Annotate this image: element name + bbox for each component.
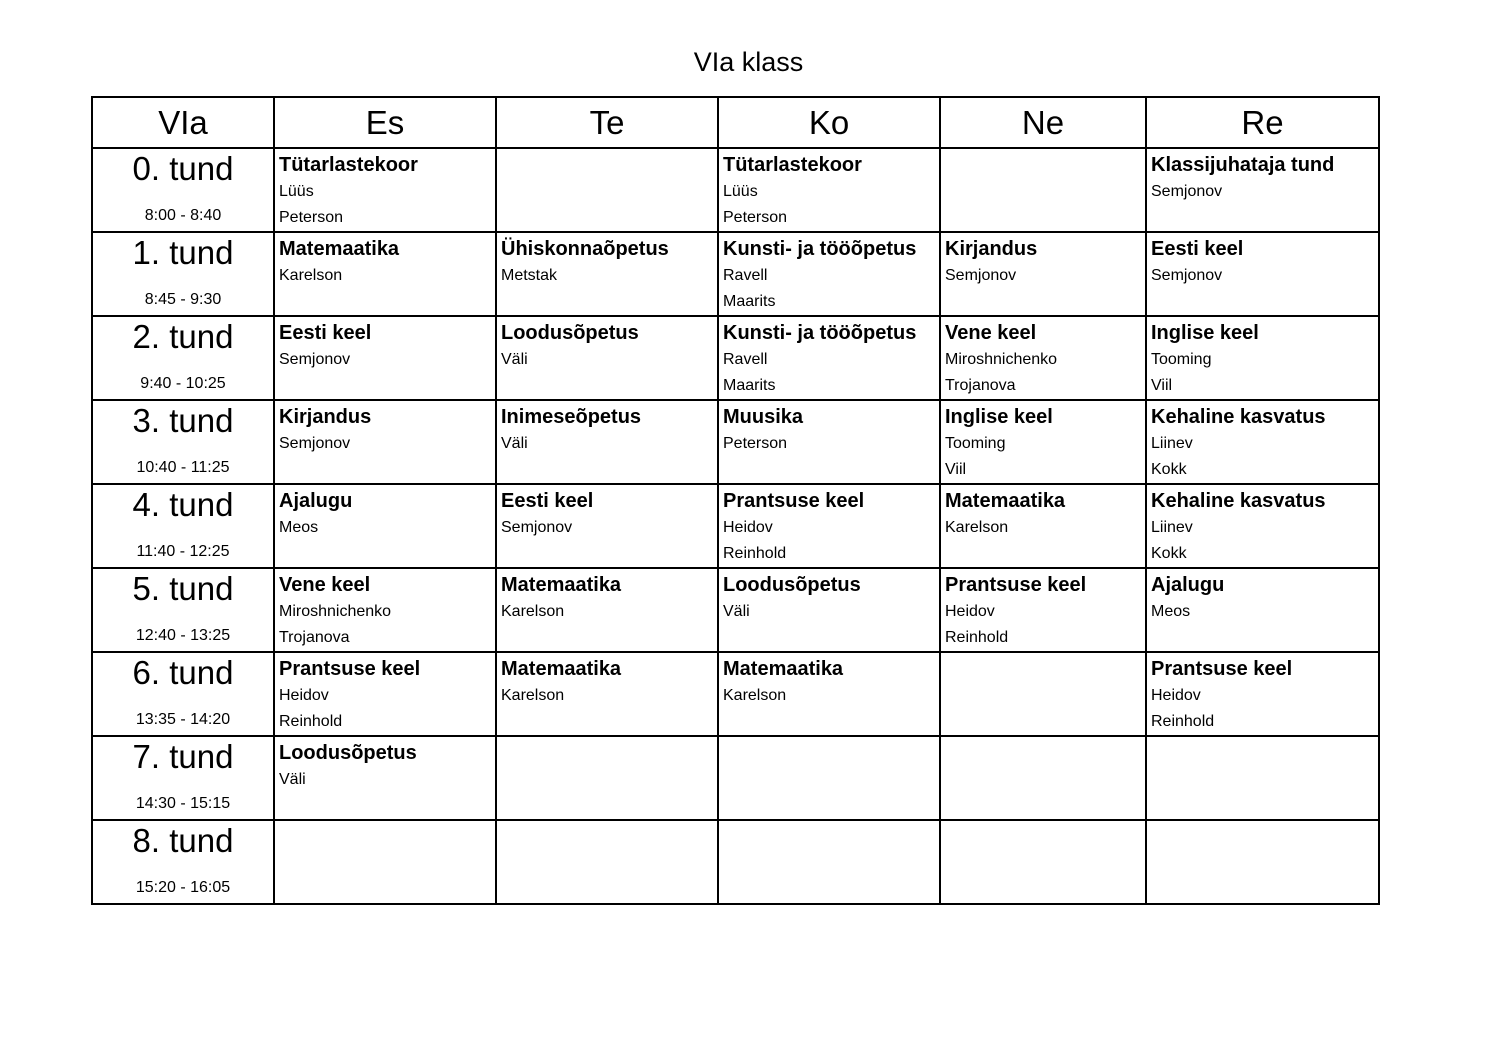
lesson-subject: Tütarlastekoor xyxy=(723,154,862,176)
lesson-subject: Kehaline kasvatus xyxy=(1151,406,1326,428)
lesson-subject: Matemaatika xyxy=(501,658,622,680)
lesson-teacher: Kokk xyxy=(1151,545,1187,562)
lesson-teacher: Heidov xyxy=(1151,687,1201,704)
lesson-subject: Inglise keel xyxy=(1151,322,1259,344)
period-row xyxy=(92,232,1379,316)
lesson-cell xyxy=(1146,820,1379,904)
period-row xyxy=(92,148,1379,232)
lesson-cell xyxy=(940,736,1146,820)
lesson-cell xyxy=(940,148,1146,232)
lesson-teacher: Karelson xyxy=(723,687,787,704)
lesson-subject: Prantsuse keel xyxy=(279,658,421,680)
lesson-cell xyxy=(496,316,718,400)
period-row xyxy=(92,484,1379,568)
lesson-teacher: Miroshnichenko xyxy=(945,351,1058,368)
lesson-teacher: Kokk xyxy=(1151,461,1187,478)
lesson-teacher: Semjonov xyxy=(279,435,351,452)
period-cell xyxy=(92,316,274,400)
lesson-cell xyxy=(718,736,940,820)
period-time: 10:40 - 11:25 xyxy=(136,459,230,476)
period-cell xyxy=(92,232,274,316)
lesson-subject: Inglise keel xyxy=(945,406,1053,428)
lesson-teacher: Trojanova xyxy=(279,629,350,646)
period-time: 13:35 - 14:20 xyxy=(135,711,231,728)
lesson-teacher: Viil xyxy=(945,461,967,478)
lesson-subject: Kehaline kasvatus xyxy=(1151,490,1326,512)
header-corner-cell: VIa xyxy=(92,97,274,148)
lesson-cell xyxy=(940,652,1146,736)
lesson-teacher: Meos xyxy=(279,519,319,536)
lesson-cell xyxy=(274,652,496,736)
lesson-teacher: Heidov xyxy=(723,519,773,536)
lesson-teacher: Heidov xyxy=(945,603,995,620)
header-day-te: Te xyxy=(496,97,718,148)
lesson-cell xyxy=(274,400,496,484)
lesson-teacher: Semjonov xyxy=(1151,183,1223,200)
period-name: 6. tund xyxy=(132,654,234,691)
lesson-teacher: Metstak xyxy=(501,267,558,284)
lesson-cell xyxy=(940,484,1146,568)
lesson-subject: Kirjandus xyxy=(945,238,1038,260)
lesson-cell xyxy=(496,400,718,484)
period-cell xyxy=(92,820,274,904)
lesson-teacher: Väli xyxy=(723,603,750,620)
header-day-ko: Ko xyxy=(718,97,940,148)
lesson-cell xyxy=(718,652,940,736)
lesson-subject: Vene keel xyxy=(279,574,371,596)
lesson-teacher: Viil xyxy=(1151,377,1173,394)
lesson-cell xyxy=(1146,148,1379,232)
lesson-subject: Tütarlastekoor xyxy=(279,154,418,176)
lesson-subject: Eesti keel xyxy=(501,490,594,512)
lesson-cell xyxy=(274,820,496,904)
period-cell xyxy=(92,652,274,736)
lesson-teacher: Peterson xyxy=(279,209,344,226)
lesson-subject: Matemaatika xyxy=(723,658,844,680)
lesson-teacher: Väli xyxy=(279,771,306,788)
lesson-subject: Ajalugu xyxy=(279,490,353,512)
lesson-subject: Muusika xyxy=(723,406,804,428)
header-day-es: Es xyxy=(274,97,496,148)
lesson-cell xyxy=(718,400,940,484)
lesson-cell xyxy=(1146,736,1379,820)
lesson-cell xyxy=(274,736,496,820)
lesson-cell xyxy=(496,736,718,820)
period-row xyxy=(92,820,1379,904)
lesson-teacher: Tooming xyxy=(1151,351,1212,368)
lesson-cell xyxy=(496,484,718,568)
lesson-teacher: Maarits xyxy=(723,293,776,310)
lesson-subject: Kirjandus xyxy=(279,406,372,428)
lesson-teacher: Semjonov xyxy=(945,267,1017,284)
lesson-teacher: Karelson xyxy=(501,603,565,620)
lesson-teacher: Semjonov xyxy=(1151,267,1223,284)
lesson-teacher: Meos xyxy=(1151,603,1191,620)
lesson-subject: Eesti keel xyxy=(279,322,372,344)
lesson-teacher: Väli xyxy=(501,435,528,452)
lesson-teacher: Reinhold xyxy=(279,713,343,730)
lesson-teacher: Karelson xyxy=(501,687,565,704)
period-name: 0. tund xyxy=(132,150,234,187)
period-time: 9:40 - 10:25 xyxy=(140,375,226,392)
lesson-cell xyxy=(940,316,1146,400)
lesson-subject: Kunsti- ja tööõpetus xyxy=(723,238,917,260)
lesson-cell xyxy=(274,484,496,568)
page-title: VIa klass xyxy=(693,47,804,77)
lesson-teacher: Lüüs xyxy=(723,183,758,200)
lesson-cell xyxy=(718,568,940,652)
period-cell xyxy=(92,400,274,484)
period-row xyxy=(92,316,1379,400)
lesson-cell xyxy=(274,316,496,400)
lesson-subject: Prantsuse keel xyxy=(1151,658,1293,680)
period-name: 4. tund xyxy=(132,486,234,523)
lesson-teacher: Väli xyxy=(501,351,528,368)
lesson-subject: Prantsuse keel xyxy=(723,490,865,512)
period-name: 7. tund xyxy=(132,738,234,775)
lesson-subject: Loodusõpetus xyxy=(501,322,639,344)
lesson-cell xyxy=(1146,232,1379,316)
lesson-cell xyxy=(496,820,718,904)
lesson-subject: Vene keel xyxy=(945,322,1037,344)
lesson-teacher: Reinhold xyxy=(945,629,1009,646)
lesson-cell xyxy=(1146,652,1379,736)
lesson-teacher: Peterson xyxy=(723,209,788,226)
lesson-cell xyxy=(1146,316,1379,400)
period-cell xyxy=(92,736,274,820)
header-day-ne: Ne xyxy=(940,97,1146,148)
lesson-cell xyxy=(274,568,496,652)
lesson-cell xyxy=(496,652,718,736)
lesson-cell xyxy=(274,148,496,232)
period-name: 1. tund xyxy=(132,234,234,271)
lesson-subject: Loodusõpetus xyxy=(723,574,861,596)
lesson-cell xyxy=(274,232,496,316)
lesson-subject: Loodusõpetus xyxy=(279,742,417,764)
lesson-teacher: Heidov xyxy=(279,687,329,704)
header-row xyxy=(92,97,1379,148)
lesson-teacher: Trojanova xyxy=(945,377,1016,394)
lesson-subject: Kunsti- ja tööõpetus xyxy=(723,322,917,344)
lesson-subject: Matemaatika xyxy=(945,490,1066,512)
period-cell xyxy=(92,484,274,568)
period-time: 8:45 - 9:30 xyxy=(144,291,222,308)
header-day-re: Re xyxy=(1146,97,1379,148)
lesson-subject: Klassijuhataja tund xyxy=(1151,154,1335,176)
period-time: 11:40 - 12:25 xyxy=(136,543,230,560)
lesson-subject: Prantsuse keel xyxy=(945,574,1087,596)
period-time: 8:00 - 8:40 xyxy=(144,207,222,224)
period-name: 8. tund xyxy=(132,822,234,859)
lesson-cell xyxy=(718,820,940,904)
lesson-teacher: Liinev xyxy=(1151,435,1193,452)
period-time: 12:40 - 13:25 xyxy=(135,627,231,644)
lesson-teacher: Miroshnichenko xyxy=(279,603,392,620)
lesson-cell xyxy=(1146,568,1379,652)
timetable-body xyxy=(92,148,1379,904)
lesson-teacher: Semjonov xyxy=(279,351,351,368)
lesson-cell xyxy=(496,568,718,652)
period-name: 2. tund xyxy=(132,318,234,355)
lesson-teacher: Lüüs xyxy=(279,183,314,200)
lesson-teacher: Tooming xyxy=(945,435,1006,452)
lesson-teacher: Maarits xyxy=(723,377,776,394)
period-row xyxy=(92,736,1379,820)
lesson-subject: Ühiskonnaõpetus xyxy=(501,238,669,260)
lesson-cell xyxy=(1146,400,1379,484)
lesson-cell xyxy=(718,484,940,568)
lesson-cell xyxy=(496,148,718,232)
lesson-subject: Matemaatika xyxy=(279,238,400,260)
lesson-cell xyxy=(940,400,1146,484)
lesson-cell xyxy=(940,568,1146,652)
period-row xyxy=(92,400,1379,484)
lesson-subject: Inimeseõpetus xyxy=(501,406,642,428)
period-row xyxy=(92,652,1379,736)
lesson-teacher: Liinev xyxy=(1151,519,1193,536)
lesson-cell xyxy=(496,232,718,316)
lesson-teacher: Ravell xyxy=(723,351,768,368)
period-name: 3. tund xyxy=(132,402,234,439)
period-row xyxy=(92,568,1379,652)
period-cell xyxy=(92,568,274,652)
period-cell xyxy=(92,148,274,232)
period-name: 5. tund xyxy=(132,570,234,607)
lesson-subject: Eesti keel xyxy=(1151,238,1244,260)
lesson-teacher: Reinhold xyxy=(723,545,787,562)
period-time: 14:30 - 15:15 xyxy=(135,795,231,812)
lesson-teacher: Peterson xyxy=(723,435,788,452)
lesson-subject: Ajalugu xyxy=(1151,574,1225,596)
lesson-teacher: Reinhold xyxy=(1151,713,1215,730)
timetable xyxy=(91,96,1380,905)
lesson-teacher: Ravell xyxy=(723,267,768,284)
period-time: 15:20 - 16:05 xyxy=(135,879,231,896)
lesson-cell xyxy=(940,820,1146,904)
lesson-cell xyxy=(1146,484,1379,568)
lesson-teacher: Semjonov xyxy=(501,519,573,536)
lesson-cell xyxy=(718,316,940,400)
lesson-teacher: Karelson xyxy=(945,519,1009,536)
lesson-cell xyxy=(940,232,1146,316)
lesson-subject: Matemaatika xyxy=(501,574,622,596)
lesson-teacher: Karelson xyxy=(279,267,343,284)
lesson-cell xyxy=(718,148,940,232)
lesson-cell xyxy=(718,232,940,316)
